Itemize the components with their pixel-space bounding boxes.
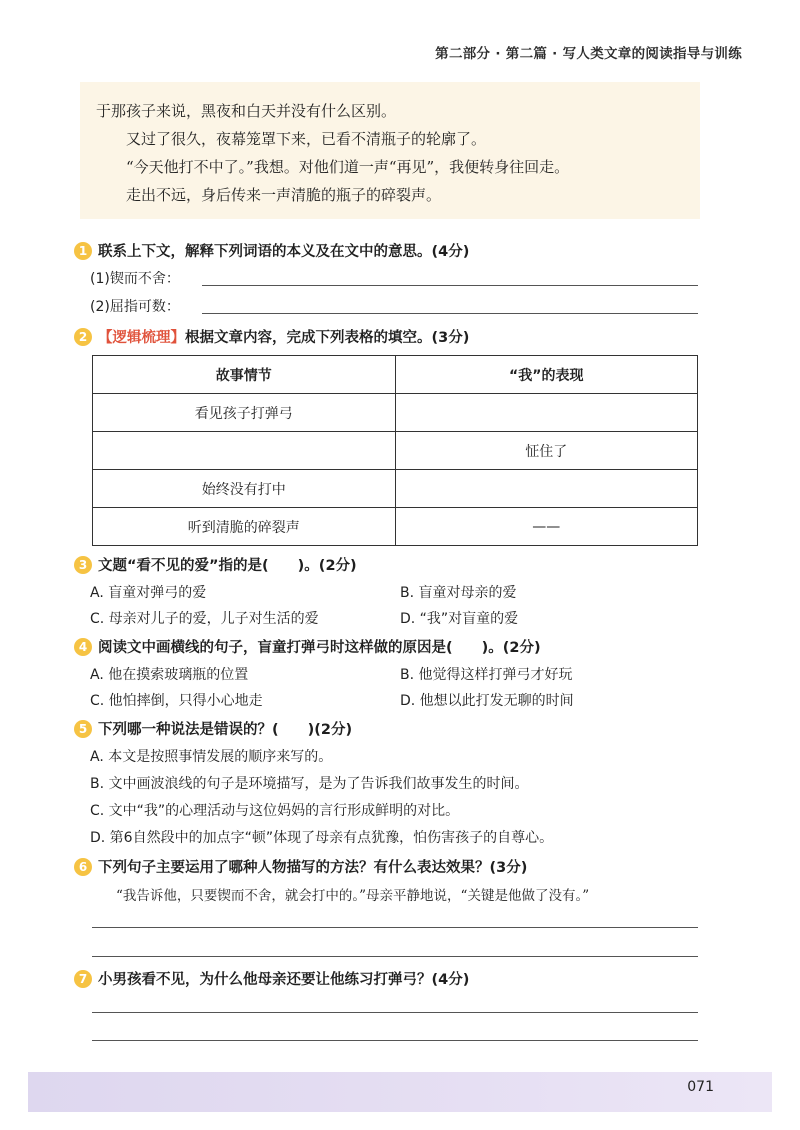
question-text: 小男孩看不见，为什么他母亲还要让他练习打弹弓？(4分) bbox=[98, 972, 470, 988]
answer-line[interactable] bbox=[92, 1012, 698, 1013]
question-number-badge: 3 bbox=[74, 556, 92, 574]
table-row bbox=[93, 394, 698, 432]
option-c[interactable]: C. 他怕摔倒，只得小心地走 bbox=[90, 693, 263, 709]
answer-line[interactable] bbox=[202, 313, 698, 314]
option-b[interactable]: B. 盲童对母亲的爱 bbox=[400, 585, 517, 601]
passage-line: 又过了很久，夜幕笼罩下来，已看不清瓶子的轮廓了。 bbox=[126, 130, 487, 148]
question-number-badge: 4 bbox=[74, 638, 92, 656]
table-cell: 始终没有打中 bbox=[93, 470, 396, 508]
table-cell: 怔住了 bbox=[395, 432, 698, 470]
option-b[interactable]: B. 他觉得这样打弹弓才好玩 bbox=[400, 667, 573, 683]
question-text: 根据文章内容，完成下列表格的填空。(3分) bbox=[185, 330, 470, 346]
sub-question: (2)屈指可数： bbox=[90, 299, 180, 315]
table-cell: —— bbox=[395, 508, 698, 546]
option-c[interactable]: C. 文中“我”的心理活动与这位妈妈的言行形成鲜明的对比。 bbox=[90, 803, 460, 819]
passage-line: 走出不远，身后传来一声清脆的瓶子的碎裂声。 bbox=[126, 186, 442, 204]
question-1 bbox=[74, 240, 469, 261]
footer-band bbox=[28, 1072, 772, 1112]
question-text: 下列哪一种说法是错误的？( )(2分) bbox=[98, 722, 353, 738]
table-row bbox=[93, 470, 698, 508]
page-number: 071 bbox=[687, 1079, 714, 1095]
question-number-badge: 1 bbox=[74, 242, 92, 260]
question-3 bbox=[74, 554, 357, 575]
passage-line: 于那孩子来说，黑夜和白天并没有什么区别。 bbox=[96, 102, 397, 120]
table-header: “我”的表现 bbox=[395, 356, 698, 394]
question-text: 下列句子主要运用了哪种人物描写的方法？有什么表达效果？(3分) bbox=[98, 860, 528, 876]
quoted-sentence: “我告诉他，只要锲而不舍，就会打中的。”母亲平静地说，“关键是他做了没有。” bbox=[116, 888, 590, 904]
table-cell-blank[interactable] bbox=[395, 394, 698, 432]
table-header: 故事情节 bbox=[93, 356, 396, 394]
question-number-badge: 6 bbox=[74, 858, 92, 876]
option-d[interactable]: D. 第6自然段中的加点字“顿”体现了母亲有点犹豫，怕伤害孩子的自尊心。 bbox=[90, 830, 554, 846]
question-number-badge: 2 bbox=[74, 328, 92, 346]
question-text: 阅读文中画横线的句子，盲童打弹弓时这样做的原因是( )。(2分) bbox=[98, 640, 541, 656]
question-5 bbox=[74, 718, 352, 739]
sub-question: (1)锲而不舍： bbox=[90, 271, 180, 287]
question-number-badge: 5 bbox=[74, 720, 92, 738]
option-a[interactable]: A. 本文是按照事情发展的顺序来写的。 bbox=[90, 749, 333, 765]
table-row bbox=[93, 508, 698, 546]
table-cell: 听到清脆的碎裂声 bbox=[93, 508, 396, 546]
option-d[interactable]: D. “我”对盲童的爱 bbox=[400, 611, 519, 627]
question-7 bbox=[74, 968, 469, 989]
option-a[interactable]: A. 盲童对弹弓的爱 bbox=[90, 585, 207, 601]
question-6 bbox=[74, 856, 527, 877]
table-header-row bbox=[93, 356, 698, 394]
option-c[interactable]: C. 母亲对儿子的爱，儿子对生活的爱 bbox=[90, 611, 319, 627]
running-title: 第二部分 · 第二篇 · 写人类文章的阅读指导与训练 bbox=[435, 46, 742, 62]
passage-line: “今天他打不中了。”我想。对他们道一声“再见”，我便转身往回走。 bbox=[126, 158, 570, 176]
answer-line[interactable] bbox=[92, 927, 698, 928]
answer-line[interactable] bbox=[202, 285, 698, 286]
answer-line[interactable] bbox=[92, 1040, 698, 1041]
table-cell-blank[interactable] bbox=[395, 470, 698, 508]
option-d[interactable]: D. 他想以此打发无聊的时间 bbox=[400, 693, 574, 709]
question-4 bbox=[74, 636, 541, 657]
question-2 bbox=[74, 326, 469, 347]
option-b[interactable]: B. 文中画波浪线的句子是环境描写，是为了告诉我们故事发生的时间。 bbox=[90, 776, 529, 792]
question-text: 联系上下文，解释下列词语的本义及在文中的意思。(4分) bbox=[98, 244, 470, 260]
plot-table bbox=[92, 355, 698, 546]
table-cell: 看见孩子打弹弓 bbox=[93, 394, 396, 432]
table-row bbox=[93, 432, 698, 470]
table-cell-blank[interactable] bbox=[93, 432, 396, 470]
answer-line[interactable] bbox=[92, 956, 698, 957]
option-a[interactable]: A. 他在摸索玻璃瓶的位置 bbox=[90, 667, 249, 683]
question-tag: 【逻辑梳理】 bbox=[98, 330, 185, 346]
question-number-badge: 7 bbox=[74, 970, 92, 988]
question-text: 文题“看不见的爱”指的是( )。(2分) bbox=[98, 558, 357, 574]
